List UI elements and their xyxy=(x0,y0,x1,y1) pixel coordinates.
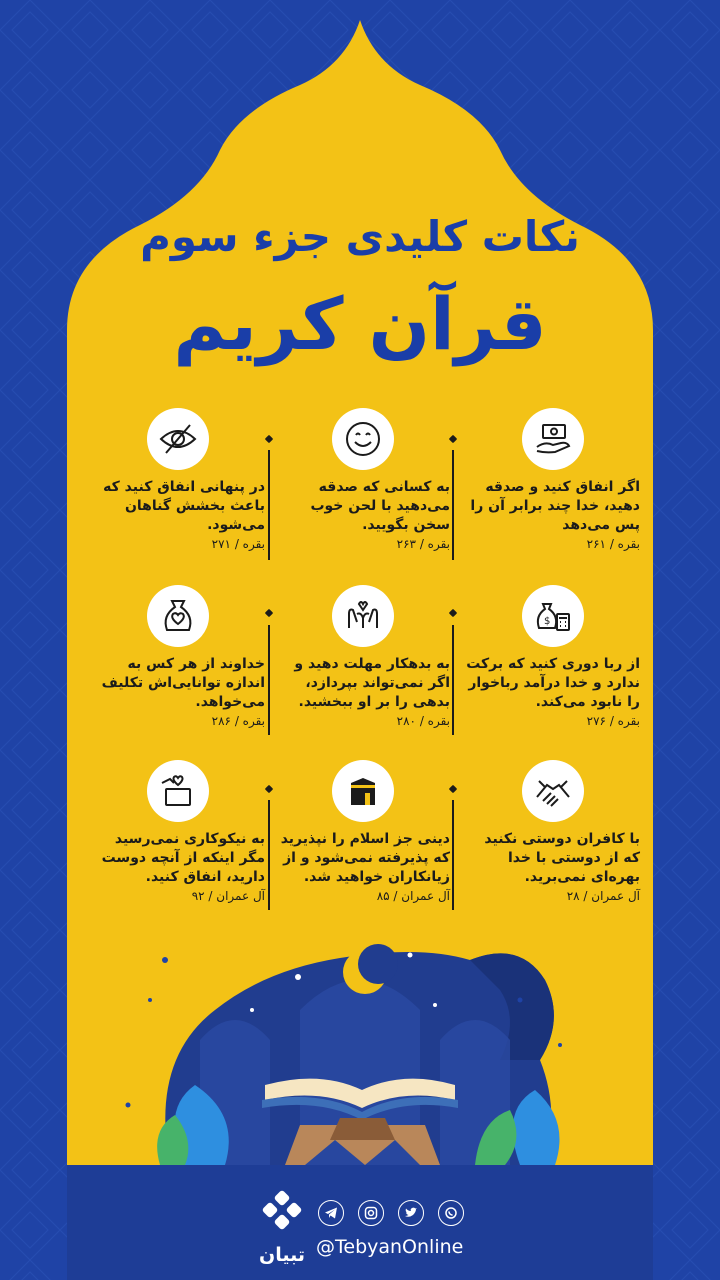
instagram-icon[interactable] xyxy=(358,1200,384,1226)
card-reference: بقره / ۲۶۱ xyxy=(586,537,640,551)
column-divider xyxy=(268,450,270,560)
card xyxy=(90,760,265,903)
card xyxy=(465,760,640,903)
whatsapp-icon[interactable] xyxy=(438,1200,464,1226)
card-text: به نیکوکاری نمی‌رسید مگر اینکه از آنچه دوست دارید، انفاق کنید. xyxy=(101,831,265,885)
donation-box-icon xyxy=(147,760,209,822)
column-divider xyxy=(452,800,454,910)
card xyxy=(90,585,265,728)
praying-hands-icon xyxy=(332,585,394,647)
card-reference: بقره / ۲۷۶ xyxy=(586,714,640,728)
card-text: دینی جز اسلام را نپذیرید که پذیرفته نمی‌شود و از زیانکاران خواهید شد. xyxy=(280,831,450,885)
card-reference: بقره / ۲۷۱ xyxy=(211,537,265,551)
smile-icon xyxy=(332,408,394,470)
card-reference: آل عمران / ۸۵ xyxy=(376,889,450,903)
page-title: نکات کلیدی جزء سوم xyxy=(140,212,580,261)
card-text: خداوند از هر کس به اندازه توانایی‌اش تکلیف می‌خواهد. xyxy=(101,656,265,710)
card-reference: بقره / ۲۸۶ xyxy=(211,714,265,728)
column-divider xyxy=(452,450,454,560)
svg-text:$: $ xyxy=(543,616,550,627)
social-handle[interactable]: @TebyanOnline xyxy=(316,1236,464,1258)
card-reference: بقره / ۲۶۳ xyxy=(396,537,450,551)
money-hand-icon xyxy=(522,408,584,470)
telegram-icon[interactable] xyxy=(318,1200,344,1226)
card-text: به کسانی که صدقه می‌دهید با لحن خوب سخن بگویید. xyxy=(310,479,450,533)
tebyan-logo-icon xyxy=(262,1190,302,1230)
card-text: از ربا دوری کنید که برکت ندارد و خدا درآمد رباخوار را نابود می‌کند. xyxy=(466,656,640,710)
kaaba-icon xyxy=(332,760,394,822)
card-text: به بدهکار مهلت دهید و اگر نمی‌تواند بپردازد، بدهی را بر او ببخشید. xyxy=(294,656,450,710)
eye-off-icon xyxy=(147,408,209,470)
card xyxy=(465,408,640,551)
column-divider xyxy=(268,800,270,910)
card-text: اگر انفاق کنید و صدقه دهید، خدا چند برابر آن را پس می‌دهد xyxy=(470,479,640,533)
page-subtitle: قرآن کریم xyxy=(173,282,547,366)
card-reference: آل عمران / ۲۸ xyxy=(566,889,640,903)
card-text: با کافران دوستی نکنید که از دوستی با خدا بهره‌ای نمی‌برید. xyxy=(484,831,640,885)
card xyxy=(465,585,640,728)
twitter-icon[interactable] xyxy=(398,1200,424,1226)
card-reference: بقره / ۲۸۰ xyxy=(396,714,450,728)
footer-bar xyxy=(67,1165,653,1280)
card xyxy=(275,760,450,903)
card-reference: آل عمران / ۹۲ xyxy=(191,889,265,903)
card xyxy=(275,408,450,551)
brand-name: تبیان xyxy=(259,1244,305,1266)
card xyxy=(90,408,265,551)
column-divider xyxy=(268,625,270,735)
heart-sack-icon xyxy=(147,585,209,647)
money-bag-calculator-icon xyxy=(522,585,584,647)
handshake-icon xyxy=(522,760,584,822)
card-text: در پنهانی انفاق کنید که باعث بخشش گناهان می‌شود. xyxy=(103,479,265,533)
card xyxy=(275,585,450,728)
column-divider xyxy=(452,625,454,735)
